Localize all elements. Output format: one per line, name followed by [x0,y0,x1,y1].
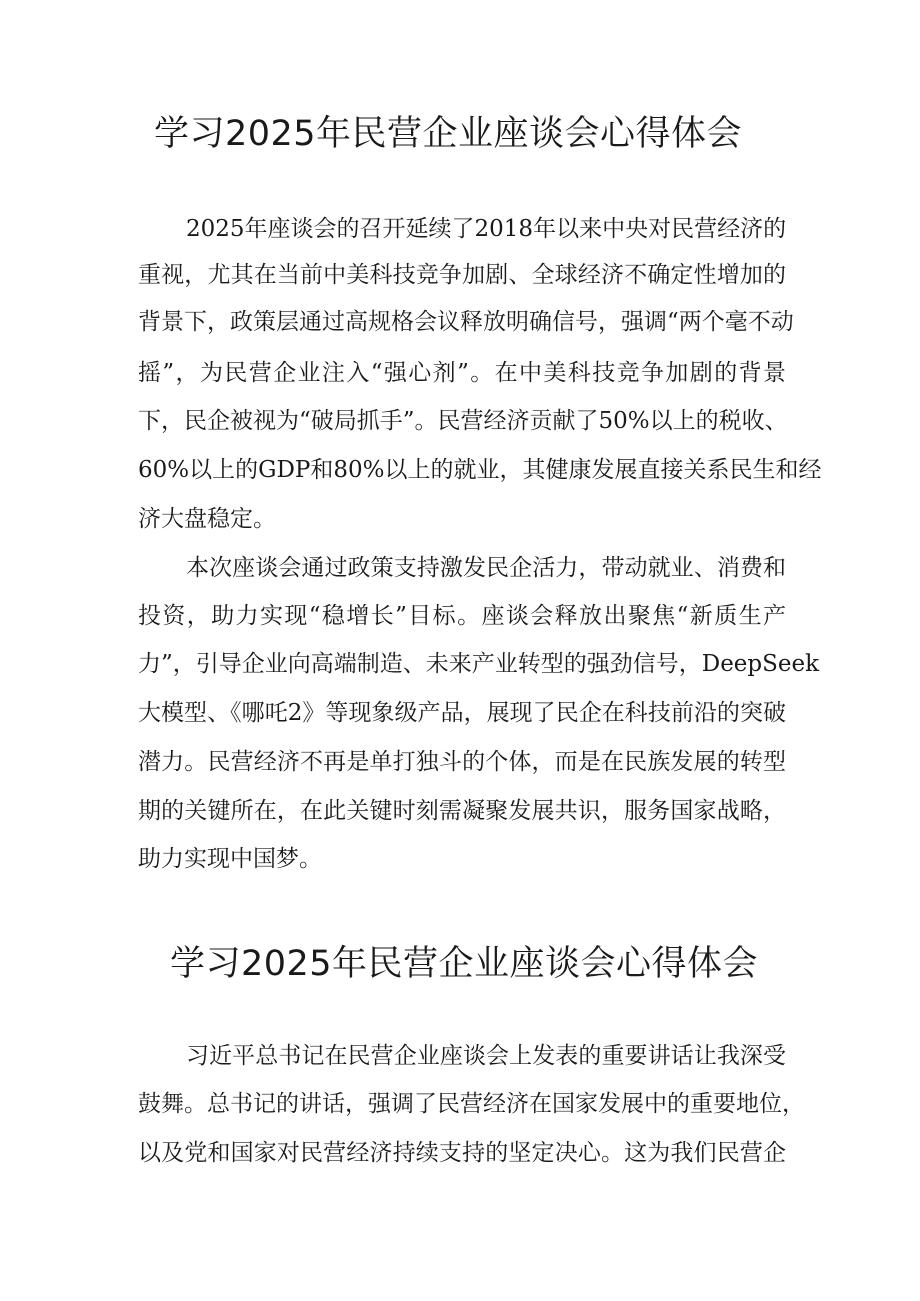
paragraph-line: 以及党和国家对民营经济持续支持的坚定决心。这为我们民营企 [138,1140,786,1166]
paragraph-line: 重视，尤其在当前中美科技竞争加剧、全球经济不确定性增加的 [138,262,786,288]
paragraph-line: 大模型、《哪吒2》等现象级产品，展现了民企在科技前沿的突破 [138,700,786,726]
paragraph-line: 摇”，为民营企业注入“强心剂”。在中美科技竞争加剧的背景 [138,360,786,386]
paragraph-line: 2025年座谈会的召开延续了2018年以来中央对民营经济的 [186,216,787,242]
paragraph-line: 鼓舞。总书记的讲话，强调了民营经济在国家发展中的重要地位， [138,1091,805,1117]
paragraph-line: 潜力。民营经济不再是单打独斗的个体，而是在民族发展的转型 [138,749,786,775]
paragraph-line: 济大盘稳定。 [138,506,276,532]
paragraph-line: 背景下，政策层通过高规格会议释放明确信号，强调“两个毫不动 [138,309,794,335]
paragraph-line: 期的关键所在，在此关键时刻需凝聚发展共识，服务国家战略， [138,798,786,824]
paragraph-line: 本次座谈会通过政策支持激发民企活力，带动就业、消费和 [186,555,786,581]
paragraph-line: 60%以上的GDP和80%以上的就业，其健康发展直接关系民生和经 [138,457,822,483]
paragraph-line: 投资，助力实现“稳增长”目标。座谈会释放出聚焦“新质生产 [138,603,786,629]
paragraph-line: 助力实现中国梦。 [138,846,322,872]
paragraph-line: 下，民企被视为“破局抓手”。民营经济贡献了50%以上的税收、 [138,408,788,434]
paragraph-line: 力”，引导企业向高端制造、未来产业转型的强劲信号，DeepSeek [138,651,820,677]
document-title: 学习2025年民营企业座谈会心得体会 [153,114,743,154]
paragraph-line: 习近平总书记在民营企业座谈会上发表的重要讲话让我深受 [186,1043,786,1069]
document-title: 学习2025年民营企业座谈会心得体会 [169,944,759,984]
